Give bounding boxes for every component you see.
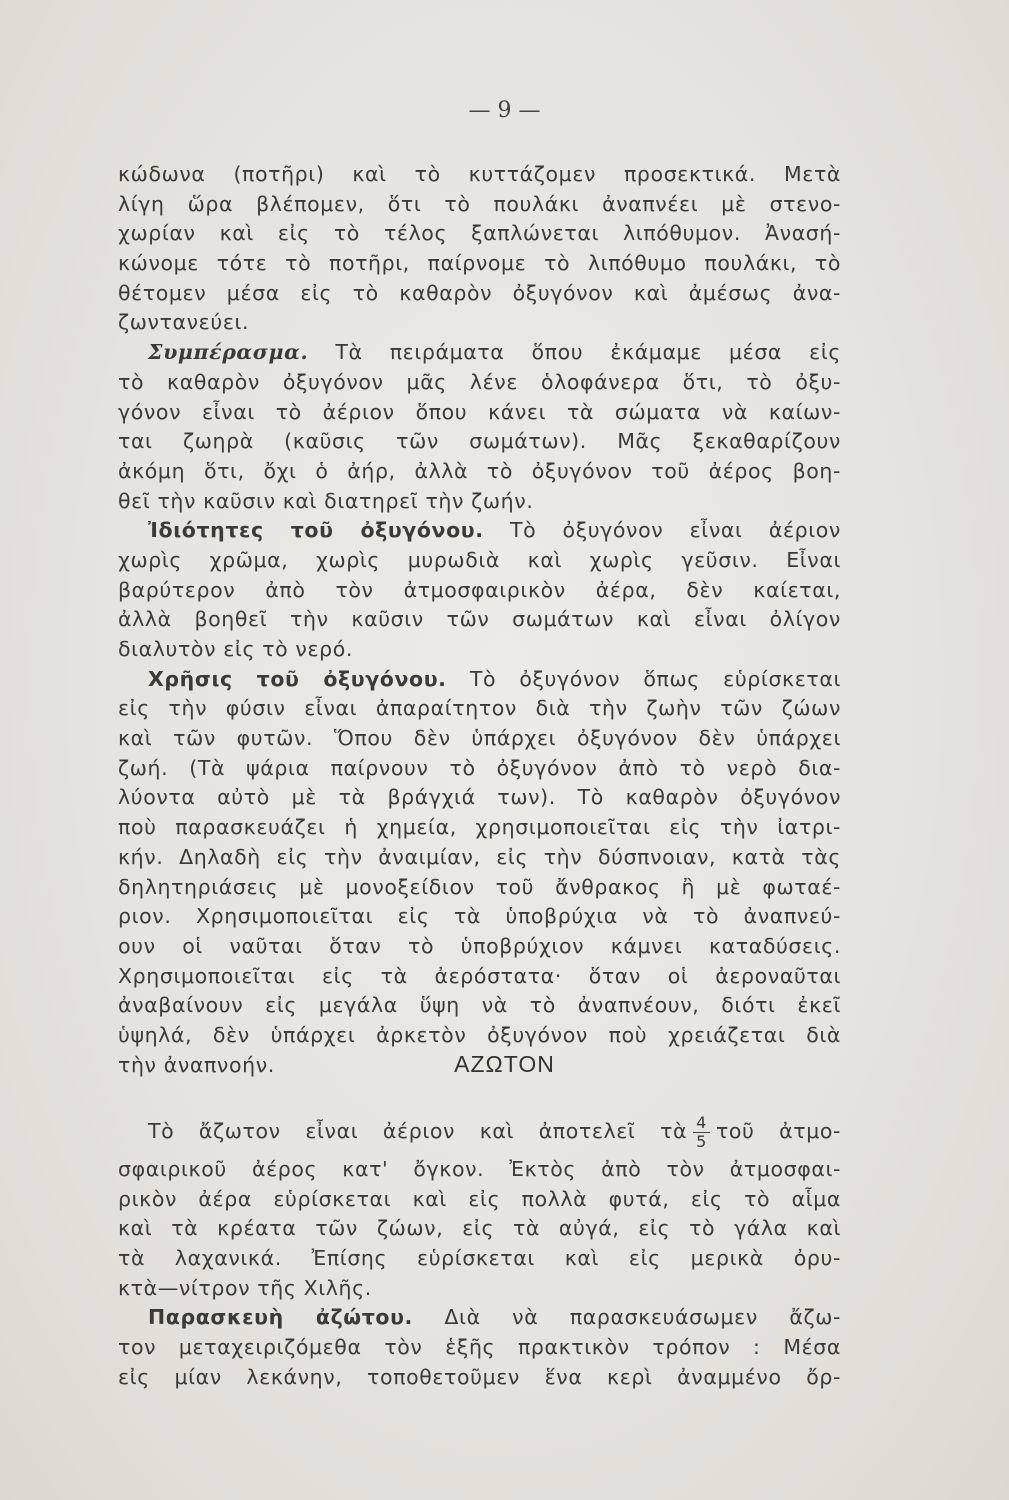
text-line: κτὰ—νίτρον τῆς Χιλῆς. xyxy=(118,1275,372,1300)
paragraph-first-line xyxy=(118,1107,841,1155)
section-heading: ΑΖΩΤΟΝ xyxy=(454,1051,555,1077)
text-span: Τὸ ὀξυγόνον εἶναι ἀέριον xyxy=(509,518,841,543)
text-line: λύοντα αὐτὸ μὲ τὰ βράγχιά των). Τὸ καθαρὸν ὀξυγόνον xyxy=(118,785,841,810)
text-line: ριον. Χρησιμοποιεῖται εἰς τὰ ὑποβρύχια νὰ τὸ ἀναπνεύ- xyxy=(118,904,841,929)
text-line: τον μεταχειριζόμεθα τὸν ἑξῆς πρακτικὸν τρόπον : Μέσα xyxy=(118,1335,841,1360)
text-line: τὸ καθαρὸν ὀξυγόνον μᾶς λένε ὁλοφάνερα ὅτι, τὸ ὀξυ- xyxy=(118,369,841,394)
text-span: τοῦ ἀτμο- xyxy=(715,1119,841,1143)
text-line: θέτομεν μέσα εἰς τὸ καθαρὸν ὀξυγόνον καὶ ἀμέσως ἀνα- xyxy=(118,280,841,305)
main-text-block xyxy=(118,160,841,1080)
text-line: σφαιρικοῦ ἀέρος κατ' ὄγκον. Ἐκτὸς ἀπὸ τὸν ἀτμοσφαι- xyxy=(118,1157,841,1181)
text-line: ποὺ παρασκευάζει ἡ χημεία, χρησιμοποιεῖται εἰς τὴν ἰατρι- xyxy=(118,815,841,840)
text-line: ται ζωηρὰ (καῦσις τῶν σωμάτων). Μᾶς ξεκαθαρίζουν xyxy=(118,429,841,454)
text-line: ἀναβαίνουν εἰς μεγάλα ὕψη νὰ τὸ ἀναπνέουν, διότι ἐκεῖ xyxy=(118,993,841,1018)
fraction-numerator: 4 xyxy=(693,1114,710,1133)
text-line: δηλητηριάσεις μὲ μονοξείδιον τοῦ ἄνθρακος ἢ μὲ φωταέ- xyxy=(118,874,841,899)
text-line: βαρύτερον ἀπὸ τὸν ἀτμοσφαιρικὸν ἀέρα, δὲν καίεται, xyxy=(118,577,841,602)
text-span: Τὸ ἄζωτον εἶναι ἀέριον καὶ ἀποτελεῖ τὰ xyxy=(148,1119,688,1143)
fraction-denominator: 5 xyxy=(696,1131,707,1151)
text-line: χωρὶς χρῶμα, χωρὶς μυρωδιὰ καὶ χωρὶς γεῦσιν. Εἶναι xyxy=(118,547,841,572)
text-line: ἀλλὰ βοηθεῖ τὴν καῦσιν τῶν σωμάτων καὶ εἶναι ὀλίγον xyxy=(118,607,841,632)
text-line: τὴν ἀναπνοήν. xyxy=(118,1052,275,1077)
text-line: κώνομε τότε τὸ ποτῆρι, παίρνομε τὸ λιπόθυμο πουλάκι, τὸ xyxy=(118,251,841,276)
text-line: ζωή. (Τὰ ψάρια παίρνουν τὸ ὀξυγόνον ἀπὸ τὸ νερὸ δια- xyxy=(118,755,841,780)
text-line: τὰ λαχανικά. Ἐπίσης εὑρίσκεται καὶ εἰς μερικὰ ὀρυ- xyxy=(118,1246,841,1271)
paragraph-first-line xyxy=(118,1303,841,1333)
text-line: ρικὸν ἀέρα εὑρίσκεται καὶ εἰς πολλὰ φυτά, εἰς τὸ αἷμα xyxy=(118,1186,841,1211)
text-line: ζωντανεύει. xyxy=(118,310,250,335)
text-span: Τὸ ὀξυγόνον ὅπως εὑρίσκεται xyxy=(469,666,841,691)
text-line: γόνον εἶναι τὸ ἀέριον ὅπου κάνει τὰ σώματα νὰ καίων- xyxy=(118,399,841,424)
paragraph-heading-properties: Ἰδιότητες τοῦ ὀξυγόνου. xyxy=(148,518,484,543)
paragraph-first-line xyxy=(118,665,841,695)
paragraph-first-line xyxy=(118,338,841,368)
text-line: Χρησιμοποιεῖται εἰς τὰ ἀερόστατα· ὅταν οἱ ἀεροναῦται xyxy=(118,963,841,988)
text-span: Τὰ πειράματα ὅπου ἐκάμαμε μέσα εἰς xyxy=(335,340,841,365)
page-number: — 9 — xyxy=(468,98,541,123)
text-line: εἰς μίαν λεκάνην, τοποθετοῦμεν ἕνα κερὶ ἀναμμένο ὄρ- xyxy=(118,1364,841,1389)
text-line: ἀκόμη ὅτι, ὄχι ὁ ἀήρ, ἀλλὰ τὸ ὀξυγόνον τοῦ ἀέρος βοη- xyxy=(118,458,841,483)
text-line: καὶ τῶν φυτῶν. Ὅπου δὲν ὑπάρχει ὀξυγόνον δὲν ὑπάρχει xyxy=(118,726,841,751)
paragraph-first-line xyxy=(118,516,841,546)
text-line: λίγη ὥρα βλέπομεν, ὅτι τὸ πουλάκι ἀναπνέει μὲ στενο- xyxy=(118,191,841,216)
text-line: ουν οἱ ναῦται ὅταν τὸ ὑποβρύχιον κάμνει καταδύσεις. xyxy=(118,933,841,958)
paragraph-heading-usage: Χρῆσις τοῦ ὀξυγόνου. xyxy=(148,666,447,691)
text-span: Διὰ νὰ παρασκευάσωμεν ἄζω- xyxy=(444,1305,841,1330)
paragraph-heading-conclusion: Συμπέρασμα. xyxy=(148,340,309,365)
text-line: διαλυτὸν εἰς τὸ νερό. xyxy=(118,637,354,661)
section-text-block xyxy=(118,1107,841,1393)
text-line: καὶ τὰ κρέατα τῶν ζώων, εἰς τὰ αὐγά, εἰς τὸ γάλα καὶ xyxy=(118,1216,841,1241)
text-line: κώδωνα (ποτῆρι) καὶ τὸ κυττάζομεν προσεκτικά. Μετὰ xyxy=(118,162,841,186)
paragraph-heading-preparation: Παρασκευὴ ἀζώτου. xyxy=(148,1305,413,1330)
text-line: εἰς τὴν φύσιν εἶναι ἀπαραίτητον διὰ τὴν ζωὴν τῶν ζώων xyxy=(118,696,841,721)
text-line: ὑψηλά, δὲν ὑπάρχει ἀρκετὸν ὀξυγόνον ποὺ χρειάζεται διὰ xyxy=(118,1022,841,1047)
text-line: κήν. Δηλαδὴ εἰς τὴν ἀναιμίαν, εἰς τὴν δύσπνοιαν, κατὰ τὰς xyxy=(118,844,841,869)
text-line: θεῖ τὴν καῦσιν καὶ διατηρεῖ τὴν ζωήν. xyxy=(118,488,534,513)
text-line: χωρίαν καὶ εἰς τὸ τέλος ξαπλώνεται λιπόθυμον. Ἀνασή- xyxy=(118,221,841,246)
fraction xyxy=(693,1114,710,1151)
